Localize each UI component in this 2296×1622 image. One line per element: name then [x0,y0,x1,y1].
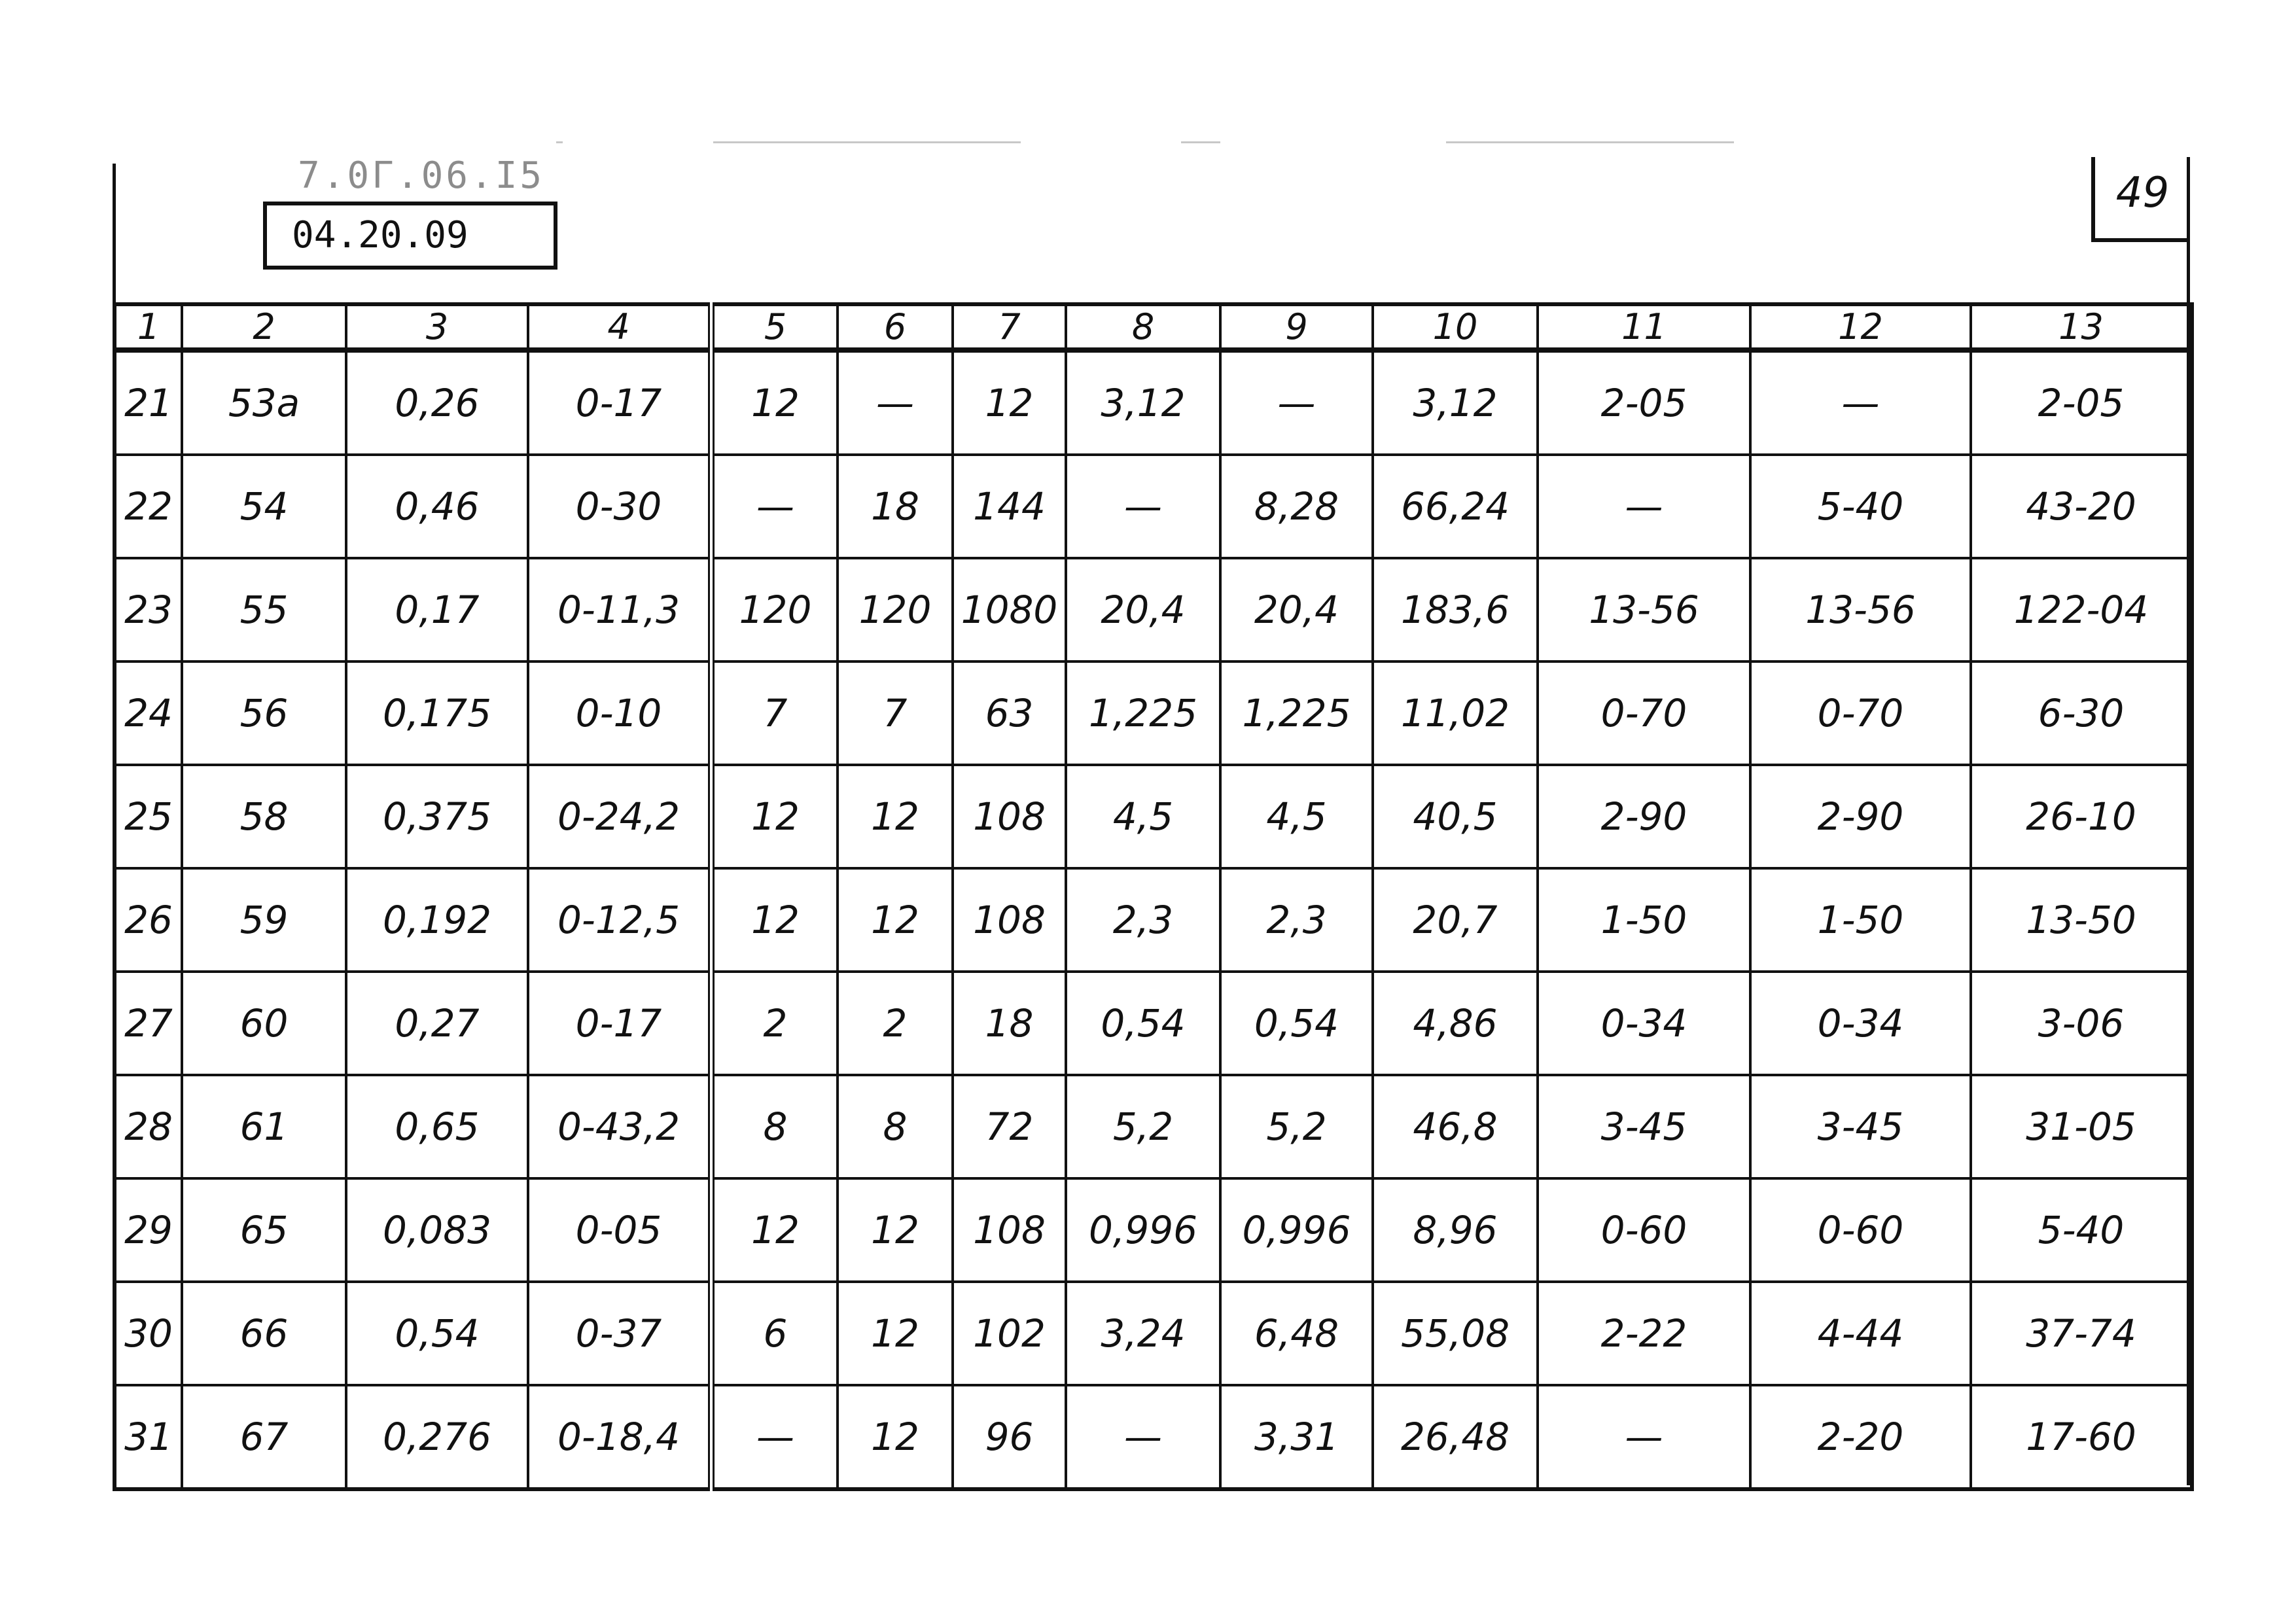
table-cell-col-3: 0,17 [346,558,528,661]
table-row [115,972,2192,1075]
table-row [115,558,2192,661]
table-cell-col-2: 54 [182,455,346,558]
column-header-8: 8 [1066,304,1220,350]
column-header-9: 9 [1220,304,1373,350]
table-cell-col-6: 12 [838,1282,953,1385]
table-cell-col-8: 1,225 [1066,661,1220,765]
table-cell-col-5: 12 [711,868,838,972]
table-cell-col-3: 0,27 [346,972,528,1075]
table-cell-col-9: 4,5 [1220,765,1373,868]
table-cell-col-10: 66,24 [1373,455,1538,558]
table-cell-col-13: 5-40 [1971,1178,2192,1282]
table-cell-col-7: 108 [953,765,1066,868]
table-cell-col-4: 0-18,4 [528,1385,711,1489]
table-cell-col-13: 2-05 [1971,350,2192,455]
table-cell-col-5: 7 [711,661,838,765]
table-cell-col-10: 40,5 [1373,765,1538,868]
table-cell-col-8: 20,4 [1066,558,1220,661]
table-cell-col-6: 8 [838,1075,953,1178]
table-cell-col-8: — [1066,455,1220,558]
table-cell-col-1: 22 [115,455,182,558]
table-cell-col-7: 12 [953,350,1066,455]
table-cell-col-4: 0-24,2 [528,765,711,868]
table-cell-col-7: 72 [953,1075,1066,1178]
table-cell-col-2: 56 [182,661,346,765]
column-header-4: 4 [528,304,711,350]
table-cell-col-1: 26 [115,868,182,972]
table-cell-col-8: 3,24 [1066,1282,1220,1385]
table-cell-col-8: 5,2 [1066,1075,1220,1178]
table-cell-col-3: 0,276 [346,1385,528,1489]
table-cell-col-5: — [711,455,838,558]
table-cell-col-13: 3-06 [1971,972,2192,1075]
table-cell-col-12: 2-20 [1750,1385,1971,1489]
table-cell-col-2: 59 [182,868,346,972]
table-cell-col-10: 46,8 [1373,1075,1538,1178]
table-cell-col-8: 0,54 [1066,972,1220,1075]
table-cell-col-12: 0-70 [1750,661,1971,765]
table-cell-col-11: — [1538,1385,1750,1489]
table-cell-col-4: 0-30 [528,455,711,558]
table-cell-col-5: 12 [711,350,838,455]
table-cell-col-9: 0,54 [1220,972,1373,1075]
table-cell-col-1: 21 [115,350,182,455]
table-cell-col-1: 24 [115,661,182,765]
scan-streak [1181,141,1220,143]
column-header-3: 3 [346,304,528,350]
table-cell-col-5: 120 [711,558,838,661]
scan-streak [556,141,563,143]
table-cell-col-5: 12 [711,1178,838,1282]
table-cell-col-2: 61 [182,1075,346,1178]
table-cell-col-7: 96 [953,1385,1066,1489]
table-cell-col-3: 0,65 [346,1075,528,1178]
table-cell-col-9: 3,31 [1220,1385,1373,1489]
column-header-7: 7 [953,304,1066,350]
table-cell-col-2: 53a [182,350,346,455]
table-cell-col-1: 28 [115,1075,182,1178]
table-cell-col-3: 0,54 [346,1282,528,1385]
table-cell-col-2: 67 [182,1385,346,1489]
table-row [115,661,2192,765]
table-cell-col-13: 13-50 [1971,868,2192,972]
table-cell-col-13: 31-05 [1971,1075,2192,1178]
page-number: 49 [2091,157,2190,242]
table-cell-col-11: 13-56 [1538,558,1750,661]
table-cell-col-6: — [838,350,953,455]
old-document-code: 7.0Г.06.I5 [298,154,545,197]
table-cell-col-9: 8,28 [1220,455,1373,558]
table-cell-col-9: 20,4 [1220,558,1373,661]
table-cell-col-11: 2-90 [1538,765,1750,868]
table-cell-col-1: 23 [115,558,182,661]
table-cell-col-4: 0-17 [528,350,711,455]
data-table [113,302,2194,1491]
table-cell-col-2: 66 [182,1282,346,1385]
table-cell-col-11: 1-50 [1538,868,1750,972]
table-cell-col-11: 3-45 [1538,1075,1750,1178]
table-row [115,1178,2192,1282]
table-cell-col-13: 6-30 [1971,661,2192,765]
table-cell-col-13: 17-60 [1971,1385,2192,1489]
table-cell-col-6: 7 [838,661,953,765]
table-cell-col-5: — [711,1385,838,1489]
column-header-10: 10 [1373,304,1538,350]
column-header-6: 6 [838,304,953,350]
table-cell-col-11: 2-05 [1538,350,1750,455]
table-cell-col-4: 0-05 [528,1178,711,1282]
table-cell-col-12: 5-40 [1750,455,1971,558]
table-cell-col-4: 0-10 [528,661,711,765]
table-cell-col-5: 12 [711,765,838,868]
table-cell-col-2: 65 [182,1178,346,1282]
table-cell-col-2: 58 [182,765,346,868]
table-row [115,868,2192,972]
table-cell-col-13: 26-10 [1971,765,2192,868]
column-header-1: 1 [115,304,182,350]
table-cell-col-7: 1080 [953,558,1066,661]
table-cell-col-6: 12 [838,765,953,868]
table-cell-col-1: 30 [115,1282,182,1385]
table-cell-col-13: 37-74 [1971,1282,2192,1385]
table-cell-col-10: 20,7 [1373,868,1538,972]
table-cell-col-6: 12 [838,1178,953,1282]
table-cell-col-1: 25 [115,765,182,868]
table-cell-col-12: 3-45 [1750,1075,1971,1178]
table-row [115,455,2192,558]
table-cell-col-1: 29 [115,1178,182,1282]
table-cell-col-8: — [1066,1385,1220,1489]
table-cell-col-10: 4,86 [1373,972,1538,1075]
table-cell-col-13: 122-04 [1971,558,2192,661]
scan-streak [1446,141,1734,143]
table-cell-col-4: 0-12,5 [528,868,711,972]
table-row [115,765,2192,868]
table-cell-col-8: 3,12 [1066,350,1220,455]
table-cell-col-13: 43-20 [1971,455,2192,558]
column-header-11: 11 [1538,304,1750,350]
table-cell-col-3: 0,46 [346,455,528,558]
column-header-13: 13 [1971,304,2192,350]
column-header-5: 5 [711,304,838,350]
table-cell-col-12: 0-60 [1750,1178,1971,1282]
table-cell-col-2: 55 [182,558,346,661]
table-cell-col-6: 18 [838,455,953,558]
table-cell-col-9: — [1220,350,1373,455]
table-cell-col-9: 5,2 [1220,1075,1373,1178]
table-cell-col-7: 108 [953,1178,1066,1282]
table-cell-col-3: 0,175 [346,661,528,765]
table-cell-col-2: 60 [182,972,346,1075]
table-cell-col-9: 6,48 [1220,1282,1373,1385]
table-cell-col-9: 1,225 [1220,661,1373,765]
table-cell-col-4: 0-11,3 [528,558,711,661]
table-cell-col-10: 183,6 [1373,558,1538,661]
column-header-12: 12 [1750,304,1971,350]
table-cell-col-1: 31 [115,1385,182,1489]
table-body [115,350,2192,1489]
table-cell-col-7: 18 [953,972,1066,1075]
scan-streak [713,141,1021,143]
table-cell-col-11: — [1538,455,1750,558]
table-cell-col-12: 2-90 [1750,765,1971,868]
table-cell-col-8: 2,3 [1066,868,1220,972]
table-cell-col-8: 0,996 [1066,1178,1220,1282]
table-cell-col-11: 0-60 [1538,1178,1750,1282]
table-cell-col-11: 0-34 [1538,972,1750,1075]
table-cell-col-9: 0,996 [1220,1178,1373,1282]
table-row [115,350,2192,455]
table-cell-col-10: 26,48 [1373,1385,1538,1489]
table-cell-col-5: 2 [711,972,838,1075]
table-cell-col-3: 0,083 [346,1178,528,1282]
table-cell-col-4: 0-37 [528,1282,711,1385]
table-cell-col-12: 13-56 [1750,558,1971,661]
table-cell-col-7: 102 [953,1282,1066,1385]
table-cell-col-5: 6 [711,1282,838,1385]
table-cell-col-6: 120 [838,558,953,661]
table-cell-col-12: — [1750,350,1971,455]
table-cell-col-3: 0,375 [346,765,528,868]
table-cell-col-7: 108 [953,868,1066,972]
table-cell-col-10: 8,96 [1373,1178,1538,1282]
document-code-box: 04.20.09 [263,202,557,270]
table-cell-col-5: 8 [711,1075,838,1178]
table-row [115,1075,2192,1178]
table-header-row [115,304,2192,350]
table-cell-col-7: 63 [953,661,1066,765]
table-cell-col-10: 11,02 [1373,661,1538,765]
table-cell-col-10: 3,12 [1373,350,1538,455]
table-cell-col-8: 4,5 [1066,765,1220,868]
table-cell-col-7: 144 [953,455,1066,558]
table-cell-col-3: 0,26 [346,350,528,455]
table-cell-col-11: 2-22 [1538,1282,1750,1385]
table-cell-col-10: 55,08 [1373,1282,1538,1385]
table-row [115,1282,2192,1385]
table-cell-col-6: 2 [838,972,953,1075]
table-cell-col-6: 12 [838,1385,953,1489]
table-row [115,1385,2192,1489]
table-cell-col-4: 0-17 [528,972,711,1075]
table-cell-col-12: 1-50 [1750,868,1971,972]
column-header-2: 2 [182,304,346,350]
table-cell-col-11: 0-70 [1538,661,1750,765]
table-cell-col-3: 0,192 [346,868,528,972]
table-cell-col-12: 0-34 [1750,972,1971,1075]
table-cell-col-4: 0-43,2 [528,1075,711,1178]
table-cell-col-12: 4-44 [1750,1282,1971,1385]
table-cell-col-6: 12 [838,868,953,972]
table-cell-col-9: 2,3 [1220,868,1373,972]
table-cell-col-1: 27 [115,972,182,1075]
